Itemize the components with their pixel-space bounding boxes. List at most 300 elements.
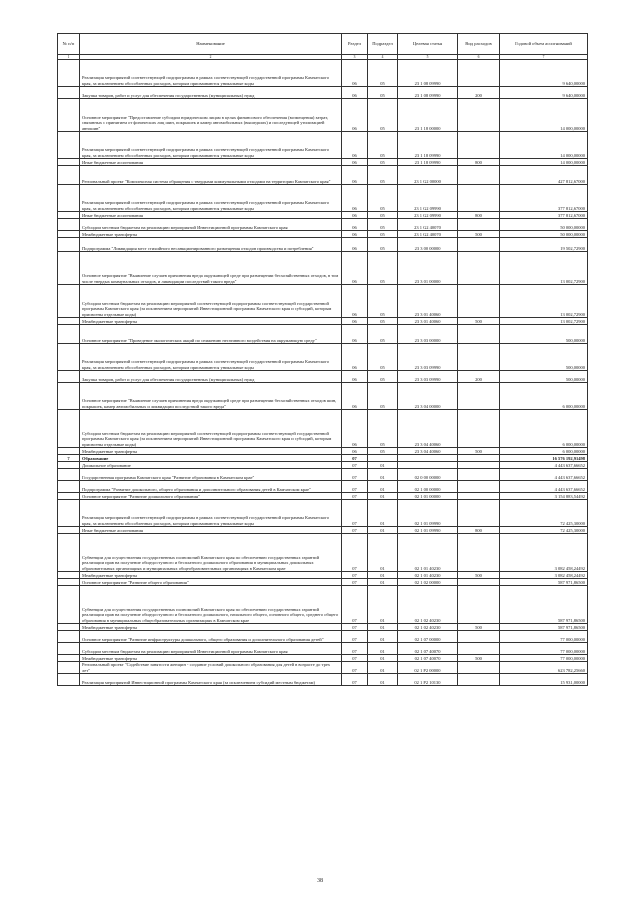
row-number (58, 318, 80, 325)
row-name: Подпрограмма "Ликвидация мест стихийного несанкционированного размещения отходов производства и потребления" (80, 238, 342, 252)
row-target-article: 23 3 03 00000 (398, 325, 458, 344)
row-name: Иные бюджетные ассигнования (80, 159, 342, 166)
row-name: Основное мероприятие "Предоставление субсидии юридическим лицам в целях финансового обеспечения (возмещения) затрат, связанных с принятием от физических лиц шин, покрышек и камер автомобильных (вышедших) и последующей утилизацией автошин" (80, 99, 342, 132)
table-body (58, 60, 588, 686)
row-subsection: 05 (368, 60, 398, 87)
row-expense-type (458, 166, 500, 185)
row-subsection: 05 (368, 448, 398, 455)
row-target-article: 02 0 00 00000 (398, 469, 458, 481)
row-expense-type: 800 (458, 212, 500, 219)
row-number (58, 493, 80, 500)
row-target-article: 23 3 01 40060 (398, 285, 458, 318)
row-number (58, 132, 80, 159)
table-row (58, 481, 588, 493)
row-section: 07 (342, 462, 368, 469)
row-subsection: 05 (368, 159, 398, 166)
row-section: 07 (342, 631, 368, 643)
row-target-article: 23 3 03 09990 (398, 344, 458, 371)
row-target-article: 23 3 04 00000 (398, 383, 458, 410)
row-section: 06 (342, 448, 368, 455)
table-row (58, 674, 588, 686)
table-row (58, 410, 588, 448)
row-number (58, 462, 80, 469)
row-name: Основное мероприятие "Проведение экологических акций по снижению негативного воздействия на окружающую среду" (80, 325, 342, 344)
row-expense-type: 500 (458, 655, 500, 662)
row-name: Субвенции для осуществления государственных полномочий Камчатского края по обеспечению государственных гарантий реализации прав на получение общедоступного и бесплатного дошкольного, начального общего, основного общего, среднего общего образования в муниципальных общеобразовательных организациях в Камчатском крае (80, 586, 342, 624)
row-amount: 13 002,72900 (500, 285, 588, 318)
row-expense-type: 500 (458, 448, 500, 455)
row-expense-type (458, 500, 500, 527)
row-amount: 500,00000 (500, 371, 588, 383)
row-expense-type: 200 (458, 87, 500, 99)
row-name: Закупка товаров, работ и услуг для обеспечения государственных (муниципальных) нужд (80, 87, 342, 99)
row-section: 06 (342, 166, 368, 185)
row-expense-type: 500 (458, 572, 500, 579)
column-number: 1 (58, 55, 80, 60)
row-section: 06 (342, 344, 368, 371)
table-row (58, 159, 588, 166)
row-expense-type (458, 586, 500, 624)
row-section: 07 (342, 500, 368, 527)
row-subsection: 05 (368, 99, 398, 132)
table-row (58, 448, 588, 455)
row-target-article: 23 3 01 40060 (398, 318, 458, 325)
table-row (58, 500, 588, 527)
table-row (58, 285, 588, 318)
row-subsection: 05 (368, 166, 398, 185)
row-amount: 13 002,72900 (500, 318, 588, 325)
row-target-article: 23 1 08 09990 (398, 87, 458, 99)
row-number (58, 87, 80, 99)
row-expense-type (458, 219, 500, 231)
table-row (58, 344, 588, 371)
row-amount: 14 000,00000 (500, 159, 588, 166)
row-number (58, 285, 80, 318)
row-expense-type (458, 579, 500, 586)
row-expense-type (458, 631, 500, 643)
row-name: Межбюджетные трансферты (80, 318, 342, 325)
row-number (58, 344, 80, 371)
row-section: 06 (342, 212, 368, 219)
row-number (58, 469, 80, 481)
row-amount: 3 154 883,54492 (500, 493, 588, 500)
row-target-article: 23 1 G2 40070 (398, 219, 458, 231)
row-section: 07 (342, 527, 368, 534)
row-number (58, 500, 80, 527)
table-row (58, 643, 588, 655)
header-section: Раздел (342, 34, 368, 55)
row-number (58, 383, 80, 410)
row-expense-type (458, 481, 500, 493)
row-number (58, 624, 80, 631)
row-expense-type (458, 410, 500, 448)
row-name: Основное мероприятие "Развитие общего образования" (80, 579, 342, 586)
row-number (58, 579, 80, 586)
row-subsection: 05 (368, 219, 398, 231)
row-subsection: 01 (368, 655, 398, 662)
row-number (58, 238, 80, 252)
column-number: 7 (500, 55, 588, 60)
row-number (58, 448, 80, 455)
row-name: Субсидии местным бюджетам на реализацию мероприятий соответствующей подпрограммы соответствующей государственной программы Камчатского края (за исключением мероприятий Инвестиционной программы Камчатского края и субсидий, которым присвоены отдельные коды) (80, 410, 342, 448)
row-subsection: 01 (368, 586, 398, 624)
row-subsection: 01 (368, 481, 398, 493)
row-expense-type (458, 383, 500, 410)
row-section: 06 (342, 285, 368, 318)
row-expense-type (458, 469, 500, 481)
table-row (58, 624, 588, 631)
row-amount: 500,00000 (500, 344, 588, 371)
table-row (58, 579, 588, 586)
row-subsection: 05 (368, 238, 398, 252)
row-number (58, 166, 80, 185)
row-name: Основное мероприятие "Развитие инфраструктуры дошкольного, общего образования и дополнительного образования детей" (80, 631, 342, 643)
row-amount: 500,00000 (500, 325, 588, 344)
row-name: Реализация мероприятий соответствующей подпрограммы в рамках соответствующей государственной программы Камчатского края, за исключением обособленных расходов, которым присваиваются уникальные коды (80, 185, 342, 212)
row-target-article: 02 1 07 40070 (398, 643, 458, 655)
row-name: Основное мероприятие "Развитие дошкольного образования" (80, 493, 342, 500)
row-target-article: 23 1 18 00000 (398, 99, 458, 132)
row-section: 07 (342, 455, 368, 462)
row-amount: 9 640,00000 (500, 60, 588, 87)
row-amount: 77 000,00000 (500, 655, 588, 662)
row-amount: 72 425,30000 (500, 500, 588, 527)
row-name: Межбюджетные трансферты (80, 448, 342, 455)
table-row (58, 87, 588, 99)
row-number (58, 219, 80, 231)
row-section: 06 (342, 318, 368, 325)
row-expense-type: 500 (458, 318, 500, 325)
header-exptype: Вид расходов (458, 34, 500, 55)
row-expense-type (458, 99, 500, 132)
row-number (58, 410, 80, 448)
row-target-article: 02 1 P2 10130 (398, 674, 458, 686)
row-name: Субсидии местным бюджетам на реализацию мероприятий Инвестиционной программы Камчатского края (80, 643, 342, 655)
row-name: Реализация мероприятий соответствующей подпрограммы в рамках соответствующей государственной программы Камчатского края, за исключением обособленных расходов, которым присваиваются уникальные коды (80, 60, 342, 87)
header-num: № п/п (58, 34, 80, 55)
row-name: Иные бюджетные ассигнования (80, 527, 342, 534)
table-row (58, 383, 588, 410)
row-number (58, 674, 80, 686)
row-section: 06 (342, 159, 368, 166)
row-target-article: 23 1 18 09990 (398, 159, 458, 166)
row-name: Иные бюджетные ассигнования (80, 212, 342, 219)
row-section: 07 (342, 579, 368, 586)
row-number (58, 325, 80, 344)
row-subsection: 01 (368, 662, 398, 674)
budget-table (57, 33, 588, 686)
row-name: Образование (80, 455, 342, 462)
row-target-article: 23 1 18 09990 (398, 132, 458, 159)
row-number: 7 (58, 455, 80, 462)
row-name: Субвенции для осуществления государственных полномочий Камчатского края по обеспечению государственных гарантий реализации прав на получение общедоступного и бесплатного дошкольного образования в муниципальных дошкольных образовательных организациях и муниципальных общеобразовательных организациях в Камчатском крае (80, 534, 342, 572)
row-section: 06 (342, 252, 368, 285)
row-amount: 14 000,00000 (500, 132, 588, 159)
row-target-article: 23 1 08 09990 (398, 60, 458, 87)
row-subsection: 05 (368, 185, 398, 212)
row-amount: 4 443 637,66652 (500, 469, 588, 481)
row-amount: 587 971,86500 (500, 586, 588, 624)
row-number (58, 185, 80, 212)
row-target-article: 02 1 P2 00000 (398, 662, 458, 674)
row-subsection: 01 (368, 572, 398, 579)
row-subsection: 05 (368, 410, 398, 448)
table-row (58, 132, 588, 159)
table-row (58, 99, 588, 132)
row-amount: 6 000,00000 (500, 448, 588, 455)
row-number (58, 655, 80, 662)
row-subsection: 01 (368, 624, 398, 631)
row-subsection: 05 (368, 371, 398, 383)
row-name: Региональный проект "Содействие занятости женщин - создание условий дошкольного образования для детей в возрасте до трех лет" (80, 662, 342, 674)
table-row (58, 572, 588, 579)
row-target-article: 02 1 02 40230 (398, 624, 458, 631)
row-number (58, 231, 80, 238)
row-target-article: 23 3 03 09990 (398, 371, 458, 383)
row-section: 06 (342, 410, 368, 448)
row-number (58, 631, 80, 643)
row-section: 07 (342, 655, 368, 662)
table-row (58, 455, 588, 462)
row-amount: 16 576 192,91498 (500, 455, 588, 462)
row-number (58, 159, 80, 166)
row-expense-type (458, 643, 500, 655)
row-subsection: 01 (368, 462, 398, 469)
row-subsection: 05 (368, 231, 398, 238)
row-amount: 77 000,00000 (500, 643, 588, 655)
row-section: 07 (342, 469, 368, 481)
row-section: 06 (342, 238, 368, 252)
row-expense-type (458, 462, 500, 469)
row-expense-type (458, 455, 500, 462)
row-amount: 377 812,67000 (500, 185, 588, 212)
row-amount: 623 782,25660 (500, 662, 588, 674)
table-row (58, 325, 588, 344)
row-expense-type: 800 (458, 527, 500, 534)
row-subsection: 01 (368, 579, 398, 586)
row-target-article: 02 1 07 00000 (398, 631, 458, 643)
row-section: 07 (342, 481, 368, 493)
row-name: Региональный проект "Комплексная система обращения с твердыми коммунальными отходами на территории Камчатского края" (80, 166, 342, 185)
row-section: 07 (342, 586, 368, 624)
row-name: Реализация мероприятий соответствующей подпрограммы в рамках соответствующей государственной программы Камчатского края, за исключением обособленных расходов, которым присваиваются уникальные коды (80, 500, 342, 527)
row-section: 06 (342, 60, 368, 87)
row-subsection: 05 (368, 87, 398, 99)
row-target-article: 23 3 01 00000 (398, 252, 458, 285)
row-subsection: 05 (368, 344, 398, 371)
row-section: 07 (342, 493, 368, 500)
page-number: 38 (317, 878, 323, 884)
table-row (58, 231, 588, 238)
row-amount: 587 971,86500 (500, 579, 588, 586)
row-name: Основное мероприятие "Выявление случаев причинения вреда окружающей среде при размещении бесхозяйственных отходов шин, покрышек, камер автомобильных и ликвидации последствий такого вреда" (80, 383, 342, 410)
table-row (58, 166, 588, 185)
table-row (58, 527, 588, 534)
table-row (58, 655, 588, 662)
row-target-article: 02 1 01 40230 (398, 572, 458, 579)
row-name: Реализация мероприятий соответствующей подпрограммы в рамках соответствующей государственной программы Камчатского края, за исключением обособленных расходов, которым присваиваются уникальные коды (80, 344, 342, 371)
row-expense-type: 800 (458, 159, 500, 166)
table-row (58, 185, 588, 212)
column-number: 4 (368, 55, 398, 60)
row-target-article: 02 1 01 09990 (398, 500, 458, 527)
row-section: 07 (342, 572, 368, 579)
table-row (58, 462, 588, 469)
row-amount: 9 640,00000 (500, 87, 588, 99)
row-expense-type (458, 60, 500, 87)
row-target-article: 02 1 02 00000 (398, 579, 458, 586)
row-number (58, 534, 80, 572)
row-name: Субсидии местным бюджетам на реализацию мероприятий Инвестиционной программы Камчатского края (80, 219, 342, 231)
row-subsection: 01 (368, 534, 398, 572)
table-row (58, 493, 588, 500)
column-number: 2 (80, 55, 342, 60)
row-expense-type: 200 (458, 371, 500, 383)
row-expense-type (458, 662, 500, 674)
row-target-article: 23 3 04 40060 (398, 410, 458, 448)
row-section: 06 (342, 185, 368, 212)
row-amount: 3 082 458,24492 (500, 534, 588, 572)
row-subsection: 05 (368, 325, 398, 344)
row-section: 06 (342, 371, 368, 383)
table-row (58, 469, 588, 481)
row-section: 07 (342, 624, 368, 631)
row-subsection: 05 (368, 285, 398, 318)
column-number: 6 (458, 55, 500, 60)
row-section: 07 (342, 534, 368, 572)
row-amount: 72 425,30000 (500, 527, 588, 534)
row-target-article: 23 1 G2 00000 (398, 166, 458, 185)
row-number (58, 527, 80, 534)
row-expense-type (458, 252, 500, 285)
column-number: 3 (342, 55, 368, 60)
row-expense-type (458, 132, 500, 159)
row-subsection: 05 (368, 212, 398, 219)
row-name: Реализация мероприятий Инвестиционной программы Камчатского края (за исключением субсидий местным бюджетам) (80, 674, 342, 686)
row-target-article: 23 1 G2 09990 (398, 185, 458, 212)
row-target-article: 02 1 01 40230 (398, 534, 458, 572)
row-target-article (398, 455, 458, 462)
row-amount: 15 931,00000 (500, 674, 588, 686)
row-subsection: 05 (368, 318, 398, 325)
row-subsection: 01 (368, 527, 398, 534)
row-section: 07 (342, 662, 368, 674)
row-section: 06 (342, 219, 368, 231)
row-number (58, 60, 80, 87)
row-subsection: 05 (368, 252, 398, 285)
row-expense-type (458, 344, 500, 371)
row-amount: 19 502,72900 (500, 238, 588, 252)
table-row (58, 586, 588, 624)
row-amount: 4 443 637,66652 (500, 462, 588, 469)
table-row (58, 219, 588, 231)
row-amount: 6 000,00000 (500, 383, 588, 410)
table-row (58, 371, 588, 383)
row-number (58, 481, 80, 493)
row-number (58, 212, 80, 219)
table-row (58, 60, 588, 87)
row-expense-type (458, 674, 500, 686)
row-expense-type: 500 (458, 231, 500, 238)
row-number (58, 586, 80, 624)
header-target: Целевая статья (398, 34, 458, 55)
row-subsection: 05 (368, 383, 398, 410)
row-section: 06 (342, 383, 368, 410)
row-amount: 6 000,00000 (500, 410, 588, 448)
table-row (58, 662, 588, 674)
row-amount: 4 443 637,66652 (500, 481, 588, 493)
row-section: 06 (342, 325, 368, 344)
row-amount: 14 000,00000 (500, 99, 588, 132)
row-amount: 50 000,00000 (500, 219, 588, 231)
row-amount: 50 000,00000 (500, 231, 588, 238)
row-name: Дошкольное образование (80, 462, 342, 469)
row-number (58, 252, 80, 285)
row-target-article (398, 462, 458, 469)
row-amount: 587 971,86500 (500, 624, 588, 631)
row-name: Государственная программа Камчатского края "Развитие образования в Камчатском крае" (80, 469, 342, 481)
row-name: Межбюджетные трансферты (80, 572, 342, 579)
table-row (58, 238, 588, 252)
table-row (58, 252, 588, 285)
row-name: Субсидии местным бюджетам на реализацию мероприятий соответствующей подпрограммы соответствующей государственной программы Камчатского края (за исключением мероприятий Инвестиционной программы Камчатского края и субсидий, которым присвоены отдельные коды) (80, 285, 342, 318)
table-row (58, 212, 588, 219)
row-expense-type (458, 285, 500, 318)
row-target-article: 02 1 02 40230 (398, 586, 458, 624)
row-expense-type: 500 (458, 624, 500, 631)
row-expense-type (458, 534, 500, 572)
row-number (58, 572, 80, 579)
row-number (58, 662, 80, 674)
table-row (58, 534, 588, 572)
row-subsection: 01 (368, 493, 398, 500)
header-subsection: Подраздел (368, 34, 398, 55)
row-number (58, 99, 80, 132)
row-expense-type (458, 238, 500, 252)
row-number (58, 643, 80, 655)
row-expense-type (458, 325, 500, 344)
header-amount: Годовой объем ассигнований (500, 34, 588, 55)
row-amount: 377 812,67000 (500, 212, 588, 219)
header-name: Наименование (80, 34, 342, 55)
row-name: Межбюджетные трансферты (80, 231, 342, 238)
table-row (58, 318, 588, 325)
row-target-article: 23 1 G2 40070 (398, 231, 458, 238)
row-section: 07 (342, 674, 368, 686)
row-name: Закупка товаров, работ и услуг для обеспечения государственных (муниципальных) нужд (80, 371, 342, 383)
row-section: 06 (342, 132, 368, 159)
row-expense-type (458, 185, 500, 212)
row-amount: 13 002,72900 (500, 252, 588, 285)
table-header-row (58, 34, 588, 55)
row-name: Реализация мероприятий соответствующей подпрограммы в рамках соответствующей государственной программы Камчатского края, за исключением обособленных расходов, которым присваиваются уникальные коды (80, 132, 342, 159)
row-section: 06 (342, 231, 368, 238)
row-target-article: 02 1 01 09990 (398, 527, 458, 534)
row-name: Основное мероприятие "Выявление случаев причинения вреда окружающей среде при размещении бесхозяйственных отходов, в том числе твердых коммунальных отходов, и ликвидации последствий такого вреда" (80, 252, 342, 285)
row-target-article: 02 1 07 40070 (398, 655, 458, 662)
row-section: 06 (342, 99, 368, 132)
row-number (58, 371, 80, 383)
row-name: Межбюджетные трансферты (80, 655, 342, 662)
row-expense-type (458, 493, 500, 500)
table-row (58, 631, 588, 643)
row-section: 06 (342, 87, 368, 99)
row-name: Межбюджетные трансферты (80, 624, 342, 631)
row-target-article: 23 1 G2 09990 (398, 212, 458, 219)
column-number: 5 (398, 55, 458, 60)
row-subsection: 01 (368, 500, 398, 527)
row-target-article: 02 1 00 00000 (398, 481, 458, 493)
